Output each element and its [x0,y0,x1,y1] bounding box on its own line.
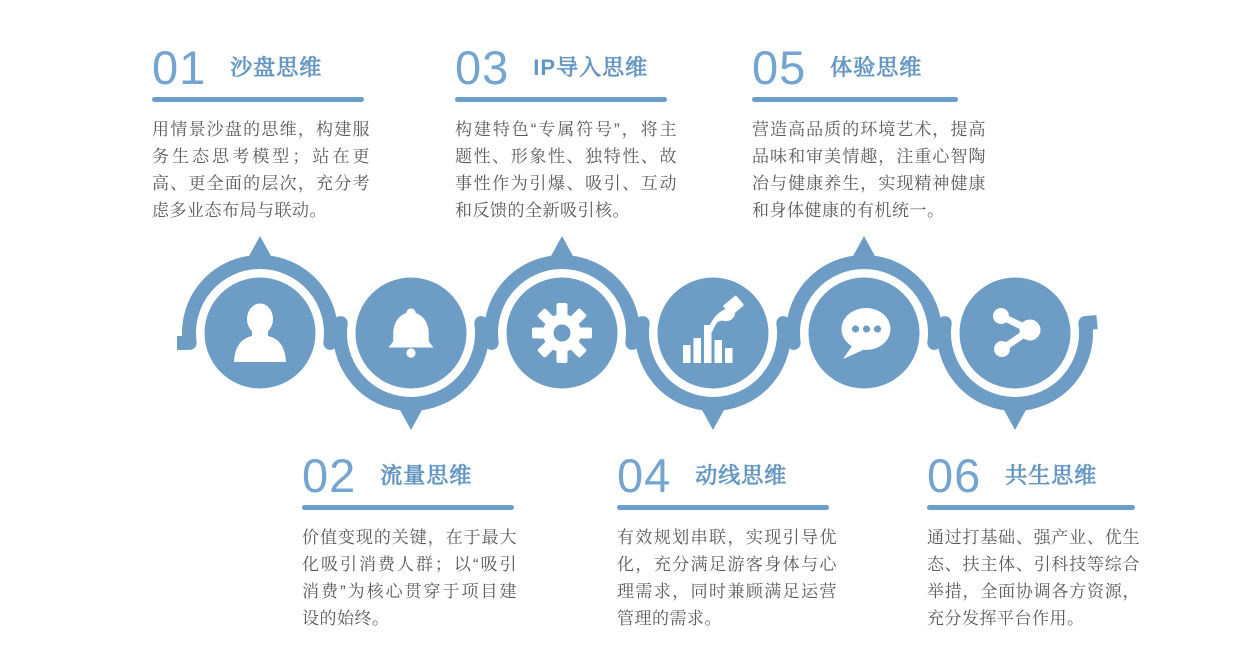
step-underline [302,505,514,510]
circle-disc [658,278,769,389]
step-number: 03 [455,41,510,94]
step-description: 通过打基础、强产业、优生态、扶主体、引科技等综合举措，全面协调各方资源，充分发挥平台作用。 [927,528,1140,628]
step-number: 06 [927,449,982,502]
step-header [617,449,837,502]
step-circle-2 [356,278,467,389]
step-description: 价值变现的关键，在于最大化吸引消费人群；以“吸引消费”为核心贯穿于项目建设的始终。 [302,528,517,628]
step-circle-5 [809,278,920,389]
step-underline [927,505,1135,510]
step-number: 02 [302,449,357,502]
step-title: 沙盘思维 [230,54,323,80]
circle-disc [960,278,1071,389]
step-circle-6 [960,278,1071,389]
step-title: 体验思维 [830,54,923,80]
step-description: 有效规划串联，实现引导优化，充分满足游客身体与心理需求，同时兼顾满足运营管理的需求。 [617,528,837,628]
pointer-down-icon [998,399,1032,430]
step-number: 04 [617,449,672,502]
step-title: 动线思维 [695,462,788,488]
step-02 [302,449,517,632]
step-title: 流量思维 [380,462,473,488]
step-header [302,449,517,502]
step-title: IP导入思维 [533,54,649,80]
step-number: 05 [752,41,807,94]
gear-icon [532,303,592,363]
step-underline [752,97,958,102]
step-header [152,41,370,94]
step-description: 营造高品质的环境艺术，提高品味和审美情趣，注重心智陶冶与健康养生，实现精神健康和身体健康的有机统一。 [752,120,986,220]
step-underline [455,97,667,102]
step-header [455,41,677,94]
step-circle-3 [507,278,618,389]
step-underline [152,97,364,102]
step-04 [617,449,837,632]
step-01 [152,41,370,224]
step-description: 用情景沙盘的思维，构建服务生态思考模型；站在更高、更全面的层次，充分考虑多业态布局与联动。 [152,120,370,220]
step-description: 构建特色“专属符号”，将主题性、形象性、独特性、故事性作为引爆、吸引、互动和反馈的全新吸引核。 [455,120,677,220]
pointer-up-icon [243,236,277,267]
pointer-down-icon [696,399,730,430]
step-06 [927,449,1140,632]
step-circle-1 [205,278,316,389]
step-header [752,41,986,94]
pointer-up-icon [847,236,881,267]
step-circle-4 [658,278,769,389]
pointer-up-icon [545,236,579,267]
step-05 [752,41,986,224]
step-underline [617,505,829,510]
pointer-down-icon [394,399,428,430]
step-03 [455,41,677,224]
step-title: 共生思维 [1005,462,1098,488]
step-number: 01 [152,41,207,94]
step-header [927,449,1140,502]
